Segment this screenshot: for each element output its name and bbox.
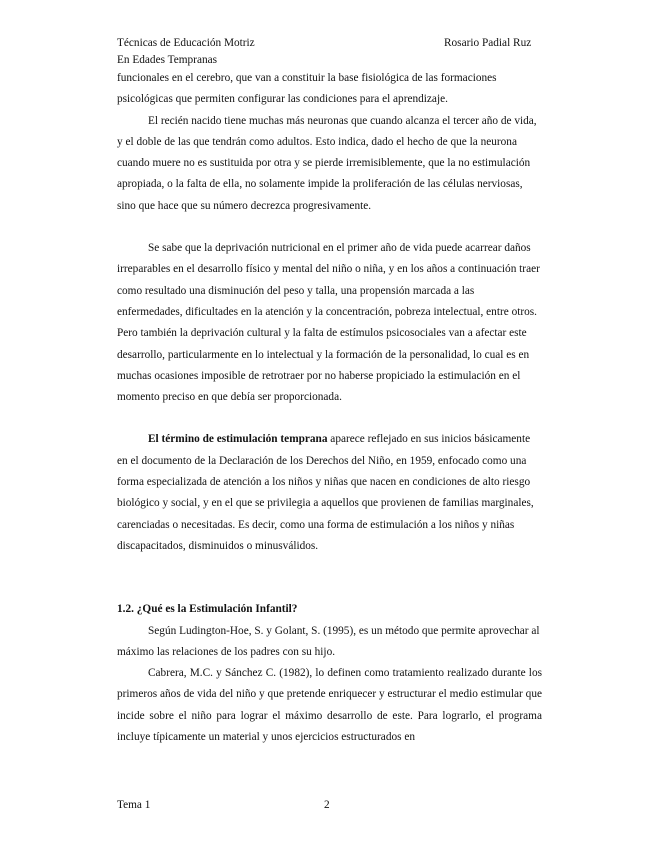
paragraph-neurons: El recién nacido tiene muchas más neuronas que cuando alcanza el tercer año de vida, y el doble de las que tendrán como adultos. Esto indica, dado el hecho de que la neurona cuando muere no es sustituida por otra y se pierde irremisiblemente, que la no estimulación apropiada, o la falta de ella, no solamente impide la proliferación de las células nerviosas, sino que hace que su número decrezca progresivamente. — [117, 114, 537, 212]
page-number: 2 — [324, 799, 330, 811]
paragraph-definition-1: Según Ludington-Hoe, S. y Golant, S. (1995), es un método que permite aprovechar al máximo las relaciones de los padres con su hijo. — [117, 624, 540, 658]
bold-term: El término de estimulación temprana — [148, 433, 328, 446]
header-title-line1: Técnicas de Educación Motriz — [117, 37, 255, 49]
paragraph-gap — [117, 578, 542, 599]
paragraph-gap — [117, 217, 542, 238]
paragraph-text: aparece reflejado en sus inicios básicamente en el documento de la Declaración de los Derechos del Niño, en 1959, enfocado como una forma especializada de atención a los niños y niñas que nacen en condiciones de alto riesgo biológico y social, y en el que se privilegia a aquellos que provienen de familias marginales, carenciadas o necesitadas. Es decir, como una forma de estimulación a los niños y niñas discapacitados, disminuidos o minusválidos. — [117, 433, 534, 552]
paragraph-early-stimulation — [117, 429, 542, 557]
paragraph-gap — [117, 557, 542, 578]
header-author: Rosario Padial Ruz — [444, 37, 532, 49]
header-title-line2: En Edades Tempranas — [117, 54, 218, 66]
paragraph-definition-2: Cabrera, M.C. y Sánchez C. (1982), lo definen como tratamiento realizado durante los primeros años de vida del niño y que pretende enriquecer y estructurar el medio estimular que incide sobre el niño para lograr el máximo desarrollo de este. Para lograrlo, el programa incluye típicamente un material y unos ejercicios estructurados en — [117, 667, 542, 744]
section-heading: 1.2. ¿Qué es la Estimulación Infantil? — [117, 603, 298, 616]
paragraph-gap — [117, 408, 542, 429]
paragraph-continuation: funcionales en el cerebro, que van a constituir la base fisiológica de las formaciones psicológicas que permiten configurar las condiciones para el aprendizaje. — [117, 72, 497, 106]
paragraph-deprivation: Se sabe que la deprivación nutricional en el primer año de vida puede acarrear daños irreparables en el desarrollo físico y mental del niño o niña, y en los años a continuación traer como resultado una disminución del peso y talla, una propensión marcada a las enfermedades, dificultades en la atención y la concentración, pobreza intelectual, entre otros. Pero también la deprivación cultural y la falta de estímulos psicosociales van a afectar este desarrollo, particularmente en lo intelectual y la formación de la personalidad, lo cual es en muchas ocasiones imposible de retrotraer por no haberse propiciado la estimulación en el momento preciso en que debía ser proporcionada. — [117, 242, 540, 404]
running-header — [117, 35, 255, 69]
footer-topic: Tema 1 — [117, 799, 151, 811]
document-body — [117, 68, 542, 748]
